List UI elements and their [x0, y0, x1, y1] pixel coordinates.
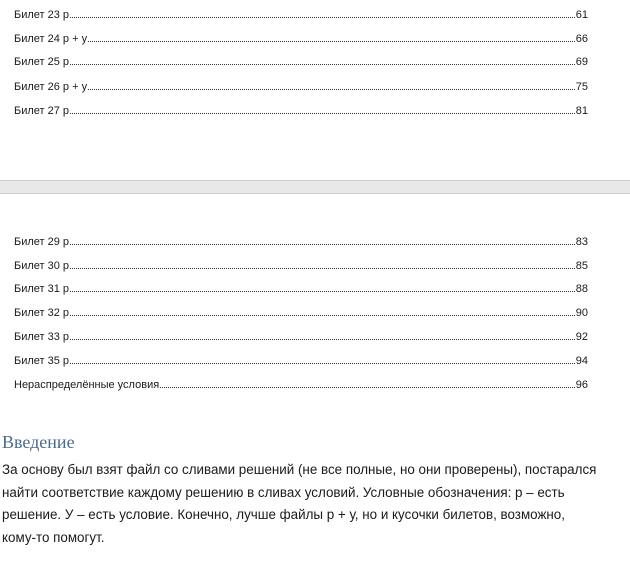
toc-entry-label: Билет 29 р: [14, 236, 70, 248]
toc-entry-label: Билет 27 р: [14, 105, 70, 117]
toc-leader-dots: [160, 376, 575, 388]
toc-entry-label: Билет 25 р: [14, 56, 70, 68]
toc-leader-dots: [70, 280, 575, 292]
toc-entry-page: 81: [575, 105, 588, 117]
toc-entry-page: 83: [575, 236, 588, 248]
intro-paragraph: За основу был взят файл со сливами решений (не все полные, но они проверены), постарался найти соответствие каждому решению в сливах условий. Условные обозначения: р – есть решение. У – есть условие. Конечно, лучше файлы р + у, но и кусочки билетов, возможно, кому-то помогут.: [2, 462, 597, 545]
toc-entry-page: 75: [575, 81, 588, 93]
toc-leader-dots: [70, 6, 575, 18]
toc-entry-label: Билет 35 р: [14, 355, 70, 367]
toc-entry-page: 69: [575, 56, 588, 68]
toc-entry-label: Нераспределённые условия: [14, 379, 160, 391]
toc-entry[interactable]: [14, 352, 588, 368]
toc-entry[interactable]: [14, 102, 588, 118]
document-page-top: [0, 0, 630, 180]
toc-leader-dots: [70, 328, 575, 340]
toc-entry-label: Билет 26 р + у: [14, 81, 88, 93]
toc-entry-page: 90: [575, 307, 588, 319]
toc-leader-dots: [88, 30, 575, 42]
toc-entry-label: Билет 30 р: [14, 260, 70, 272]
toc-entry[interactable]: [14, 233, 588, 249]
toc-entry[interactable]: [14, 280, 588, 296]
toc-entry[interactable]: [14, 304, 588, 320]
toc-entry-label: Билет 24 р + у: [14, 33, 88, 45]
toc-entry[interactable]: [14, 328, 588, 344]
toc-entry[interactable]: [14, 376, 588, 392]
toc-leader-dots: [70, 53, 575, 65]
toc-leader-dots: [70, 304, 575, 316]
toc-entry-label: Билет 32 р: [14, 307, 70, 319]
toc-entry-label: Билет 33 р: [14, 331, 70, 343]
toc-entry-page: 66: [575, 33, 588, 45]
toc-entry[interactable]: [14, 6, 588, 22]
toc-leader-dots: [70, 257, 575, 269]
toc-entry-page: 92: [575, 331, 588, 343]
toc-entry[interactable]: [14, 257, 588, 273]
toc-entry-page: 94: [575, 355, 588, 367]
toc-entry[interactable]: [14, 78, 588, 94]
section-heading: Введение: [2, 432, 75, 452]
toc-entry-label: Билет 31 р: [14, 283, 70, 295]
toc-entry-page: 85: [575, 260, 588, 272]
toc-leader-dots: [88, 78, 575, 90]
toc-entry-page: 96: [575, 379, 588, 391]
toc-leader-dots: [70, 102, 575, 114]
toc-entry-page: 61: [575, 9, 588, 21]
toc-entry[interactable]: [14, 53, 588, 69]
page-separator: [0, 180, 630, 194]
toc-entry-page: 88: [575, 283, 588, 295]
toc-leader-dots: [70, 233, 575, 245]
toc-leader-dots: [70, 352, 575, 364]
toc-entry-label: Билет 23 р: [14, 9, 70, 21]
toc-entry[interactable]: [14, 30, 588, 46]
